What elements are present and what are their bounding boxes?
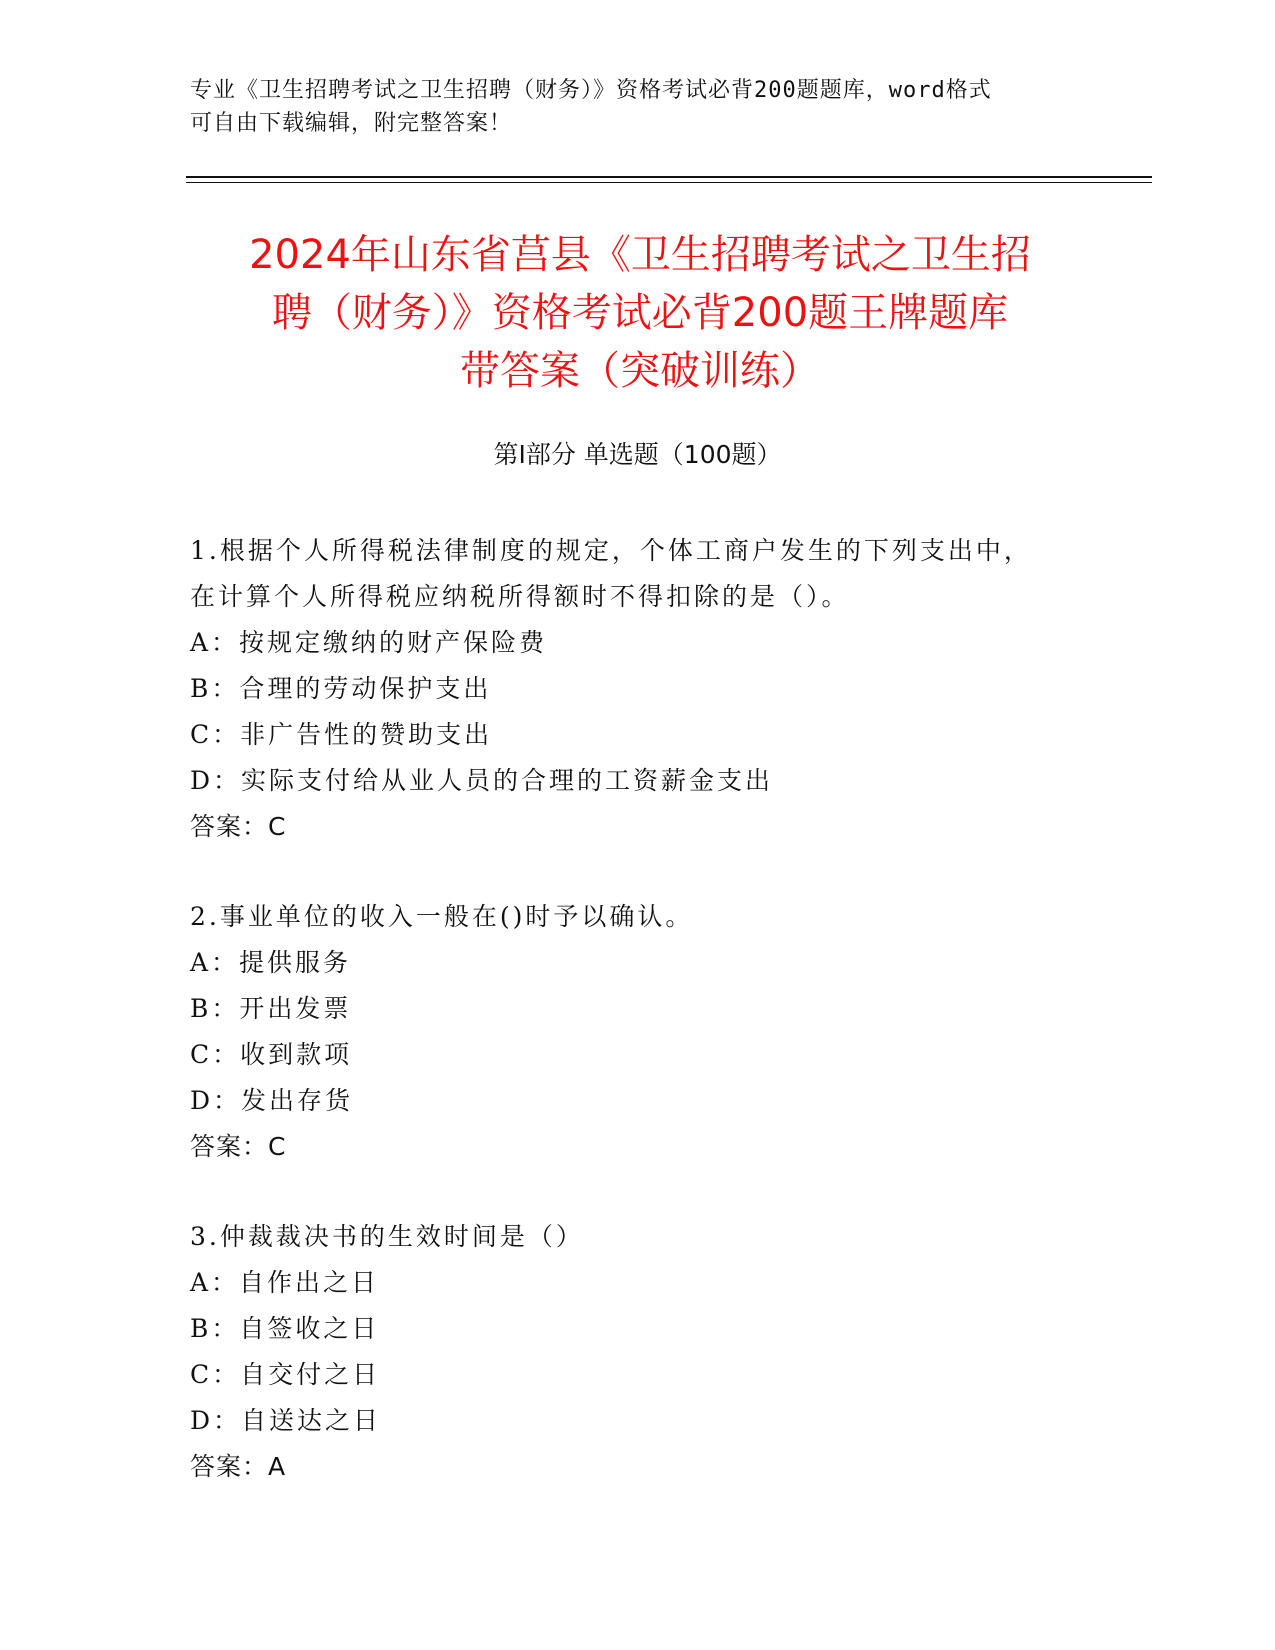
option-a: A：按规定缴纳的财产保险费 [190,628,548,657]
question-stem: 1.根据个人所得税法律制度的规定，个体工商户发生的下列支出中， [190,536,1032,565]
answer: 答案：A [190,1452,287,1481]
title-line-2: 聘（财务）》资格考试必背200题王牌题库 [271,290,1009,336]
question-stem: 3.仲裁裁决书的生效时间是（） [190,1222,584,1251]
section-title: 第Ⅰ部分 单选题（100题） [493,440,782,469]
title-line-1: 2024年山东省莒县《卫生招聘考试之卫生招 [249,232,1031,278]
header-rule-thick [186,176,1152,178]
option-b: B：自签收之日 [190,1314,380,1343]
option-d: D：实际支付给从业人员的合理的工资薪金支出 [190,766,774,795]
question-1 [190,528,1090,850]
question-3 [190,1214,1090,1490]
question-stem-continued: 在计算个人所得税应纳税所得额时不得扣除的是（）。 [190,582,850,611]
title-line-3: 带答案（突破训练） [460,348,820,394]
option-d: D：自送达之日 [190,1406,382,1435]
option-c: C：收到款项 [190,1040,353,1069]
option-a: A：提供服务 [190,948,352,977]
header-line-2: 可自由下载编辑，附完整答案！ [190,111,513,136]
document-header [190,74,1090,140]
option-d: D：发出存货 [190,1086,354,1115]
option-c: C：非广告性的赞助支出 [190,720,493,749]
question-stem: 2.事业单位的收入一般在()时予以确认。 [190,902,694,931]
option-b: B：合理的劳动保护支出 [190,674,492,703]
option-b: B：开出发票 [190,994,352,1023]
answer: 答案：C [190,1132,287,1161]
option-a: A：自作出之日 [190,1268,380,1297]
document-title [160,226,1120,400]
question-list [190,528,1090,1534]
header-rule-thin [186,182,1152,183]
answer: 答案：C [190,812,287,841]
header-line-1: 专业《卫生招聘考试之卫生招聘（财务）》资格考试必背200题题库，word格式 [190,78,992,103]
option-c: C：自交付之日 [190,1360,381,1389]
question-2 [190,894,1090,1170]
